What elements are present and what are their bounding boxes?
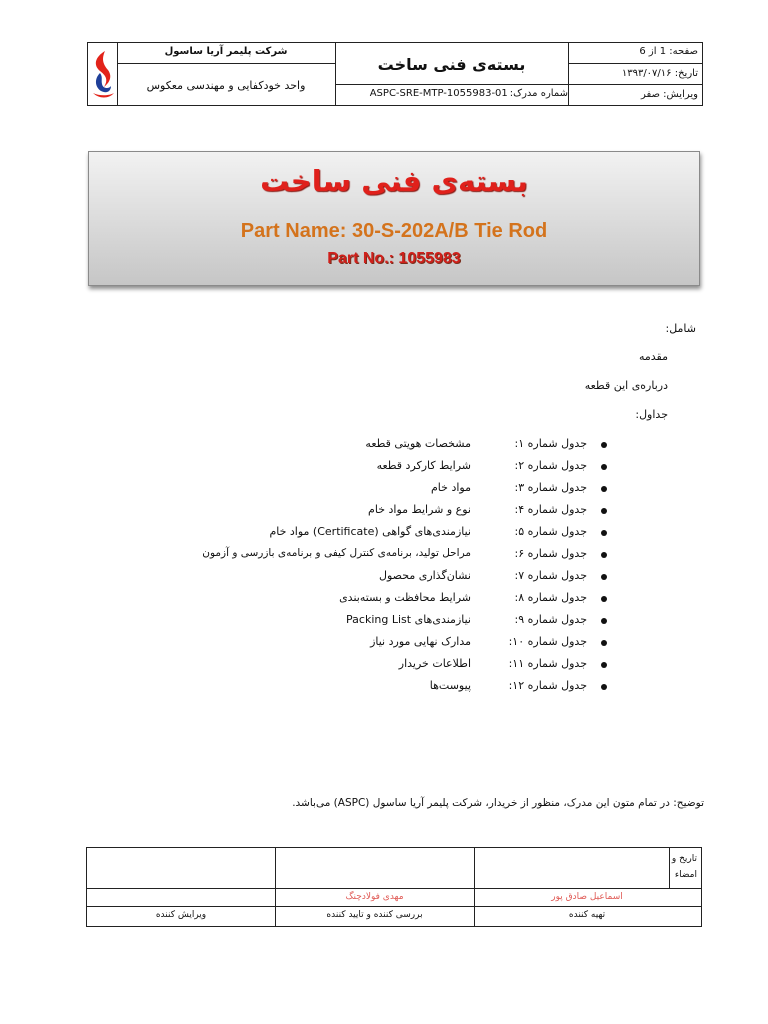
preparer-name: اسماعیل صادق پور — [551, 892, 623, 902]
list-item — [150, 524, 613, 544]
bullet-icon — [601, 442, 607, 448]
bullet-icon — [601, 662, 607, 668]
list-item — [150, 590, 613, 610]
list-item — [150, 546, 613, 566]
table-label: جدول شماره ۸: — [514, 591, 587, 604]
about-item: درباره‌ی این قطعه — [584, 379, 668, 392]
table-description: نوع و شرایط مواد خام — [368, 503, 471, 516]
table-description: مدارک نهایی مورد نیاز — [370, 635, 471, 648]
buyer-note: توضیح: در تمام متون این مدرک، منظور از خریدار، شرکت پلیمر آریا ساسول (ASPC) می‌باشد. — [292, 797, 704, 809]
document-title: بسته‌ی فنی ساخت — [377, 55, 526, 74]
bullet-icon — [601, 684, 607, 690]
sign-label: امضاء — [674, 870, 697, 880]
table-description: اطلاعات خریدار — [398, 657, 471, 670]
table-label: جدول شماره ۱۱: — [508, 657, 587, 670]
bullet-icon — [601, 574, 607, 580]
table-label: جدول شماره ۱۲: — [508, 679, 587, 692]
unit-name: واحد خودکفایی و مهندسی معکوس — [146, 79, 306, 92]
document-number-label: شماره مدرک: — [509, 88, 568, 99]
table-label: جدول شماره ۴: — [514, 503, 587, 516]
page-number: صفحه: 1 از 6 — [639, 46, 698, 57]
title-banner — [88, 151, 700, 286]
table-label: جدول شماره ۶: — [514, 547, 587, 560]
list-item — [150, 678, 613, 698]
table-description: مشخصات هویتی قطعه — [365, 437, 471, 450]
bullet-icon — [601, 596, 607, 602]
table-label: جدول شماره ۱: — [514, 437, 587, 450]
table-label: جدول شماره ۲: — [514, 459, 587, 472]
includes-heading: شامل: — [665, 322, 696, 335]
document-number: ASPC-SRE-MTP-1055983-01 — [369, 88, 508, 99]
list-item — [150, 568, 613, 588]
table-description: نیازمندی‌های گواهی (Certificate) مواد خام — [269, 525, 471, 538]
table-label: جدول شماره ۷: — [514, 569, 587, 582]
table-description: نیازمندی‌های Packing List — [346, 613, 471, 626]
date-sign-label: تاریخ و — [671, 854, 697, 864]
document-revision: ویرایش: صفر — [640, 89, 698, 100]
part-name: Part Name: 30-S-202A/B Tie Rod — [240, 220, 548, 242]
list-item — [150, 612, 613, 632]
table-description: شرایط محافظت و بسته‌بندی — [339, 591, 471, 604]
document-number-field — [370, 88, 568, 99]
table-label: جدول شماره ۱۰: — [508, 635, 587, 648]
company-logo-icon — [91, 49, 115, 101]
table-description: نشان‌گذاری محصول — [379, 569, 471, 582]
edited-by-label: ویرایش کننده — [155, 910, 207, 920]
bullet-icon — [601, 552, 607, 558]
reviewer-name: مهدی فولادچنگ — [345, 892, 404, 902]
bullet-icon — [601, 508, 607, 514]
bullet-icon — [601, 618, 607, 624]
document-header — [87, 42, 703, 106]
table-label: جدول شماره ۵: — [514, 525, 587, 538]
list-item — [150, 480, 613, 500]
bullet-icon — [601, 530, 607, 536]
list-item — [150, 634, 613, 654]
prepared-by-label: تهیه کننده — [568, 910, 606, 920]
part-number: Part No.: 1055983 — [327, 250, 461, 267]
bullet-icon — [601, 464, 607, 470]
bullet-icon — [601, 486, 607, 492]
table-description: مراحل تولید، برنامه‌ی کنترل کیفی و برنامه‌ی بازرسی و آزمون — [202, 547, 471, 559]
reviewed-by-label: بررسی کننده و تایید کننده — [326, 910, 423, 920]
table-description: پیوست‌ها — [429, 679, 471, 692]
list-item — [150, 436, 613, 456]
list-item — [150, 656, 613, 676]
table-description: مواد خام — [431, 481, 471, 494]
bullet-icon — [601, 640, 607, 646]
signature-table — [86, 847, 702, 927]
table-description: شرایط کارکرد قطعه — [376, 459, 471, 472]
table-label: جدول شماره ۳: — [514, 481, 587, 494]
intro-item: مقدمه — [638, 350, 668, 363]
company-name: شرکت پلیمر آریا ساسول — [164, 46, 288, 57]
tables-heading: جداول: — [635, 408, 668, 421]
banner-title: بسته‌ی فنی ساخت — [260, 164, 528, 198]
list-item — [150, 458, 613, 478]
table-label: جدول شماره ۹: — [514, 613, 587, 626]
list-item — [150, 502, 613, 522]
document-date: تاریخ: ۱۳۹۳/۰۷/۱۶ — [621, 68, 698, 79]
